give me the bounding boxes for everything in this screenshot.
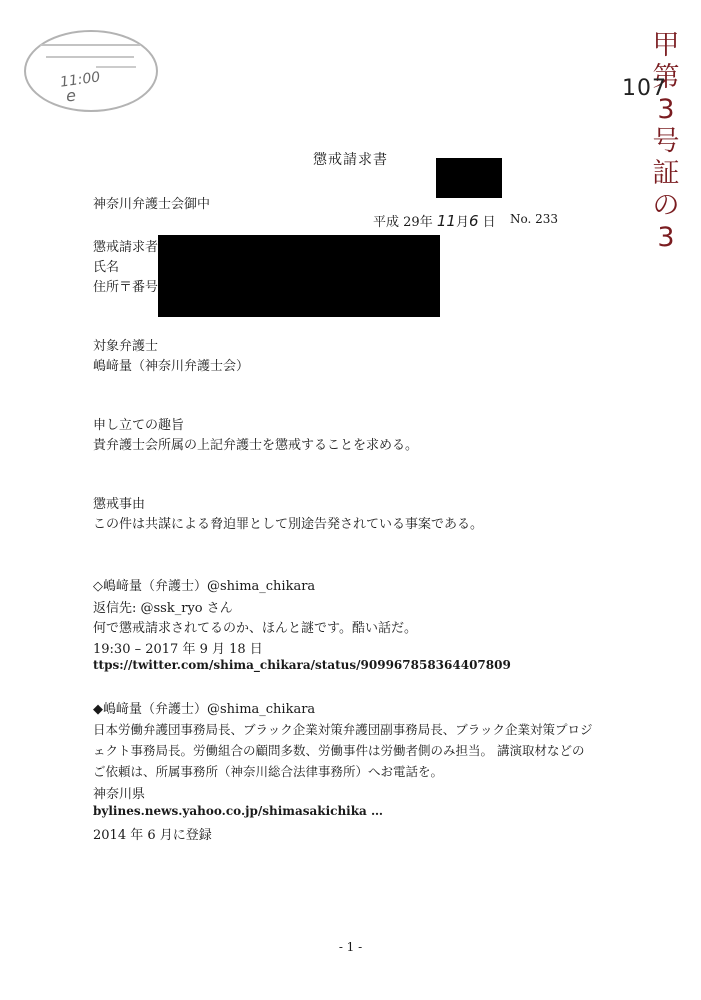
document-date xyxy=(373,211,496,230)
page-number: - 1 - xyxy=(338,940,363,954)
reason-text: この件は共謀による脅迫罪として別途告発されている事案である。 xyxy=(93,517,484,532)
date-year: 29 xyxy=(403,215,420,230)
tweet-body: 何で懲戒請求されてるのか、ほんと謎です。酷い話だ。 xyxy=(93,621,417,636)
requester-label: 懲戒請求者 xyxy=(93,240,159,255)
stamp-handwritten-time: 11:00 xyxy=(59,69,102,91)
exhibit-label: 甲第3号証の3 xyxy=(652,30,680,253)
reason-heading: 懲戒事由 xyxy=(93,497,146,512)
profile-location: 神奈川県 xyxy=(93,787,146,802)
document-number: No. 233 xyxy=(510,212,559,226)
redaction-box-requester xyxy=(158,235,440,317)
profile-bio-line1: 日本労働弁護団事務局長、ブラック企業対策弁護団副事務局長、ブラック企業対策プロジ xyxy=(93,722,593,737)
date-day-suffix: 日 xyxy=(482,215,496,230)
document-title: 懲戒請求書 xyxy=(313,152,388,168)
profile-bio-line3: ご依頼は、所属事務所（神奈川総合法律事務所）へお電話を。 xyxy=(93,764,444,779)
addressee: 神奈川弁護士会御中 xyxy=(93,197,211,212)
purpose-heading: 申し立ての趣旨 xyxy=(93,418,185,433)
profile-bio-line2: ェクト事務局長。労働組合の顧問多数、労働事件は労働者側のみ担当。 講演取材などの xyxy=(93,743,585,758)
tweet-timestamp: 19:30 – 2017 年 9 月 18 日 xyxy=(93,642,263,657)
tweet-author: ◇嶋﨑量（弁護士）@shima_chikara xyxy=(93,579,316,594)
tweet-url: ttps://twitter.com/shima_chikara/status/909967858364407809 xyxy=(93,658,511,672)
date-day: 6 xyxy=(468,212,479,230)
reception-stamp xyxy=(24,30,158,112)
target-heading: 対象弁護士 xyxy=(93,339,159,354)
redaction-box-top xyxy=(436,158,502,198)
profile-registered: 2014 年 6 月に登録 xyxy=(93,828,212,843)
profile-author: ◆嶋﨑量（弁護士）@shima_chikara xyxy=(93,702,316,717)
date-year-suffix: 年 xyxy=(419,215,433,230)
profile-link: bylines.news.yahoo.co.jp/shimasakichika … xyxy=(93,804,384,818)
address-label: 住所〒番号 xyxy=(93,280,159,295)
tweet-reply-to: 返信先: @ssk_ryo さん xyxy=(93,601,233,616)
date-month: 11 xyxy=(436,212,456,230)
handwritten-number: 107 xyxy=(622,76,667,101)
date-era: 平成 xyxy=(373,215,400,230)
target-name: 嶋﨑量（神奈川弁護士会） xyxy=(93,359,250,374)
name-label: 氏名 xyxy=(93,260,120,275)
date-month-suffix: 月 xyxy=(455,215,469,230)
purpose-text: 貴弁護士会所属の上記弁護士を懲戒することを求める。 xyxy=(93,438,419,453)
stamp-handwritten-mark: e xyxy=(65,85,77,106)
